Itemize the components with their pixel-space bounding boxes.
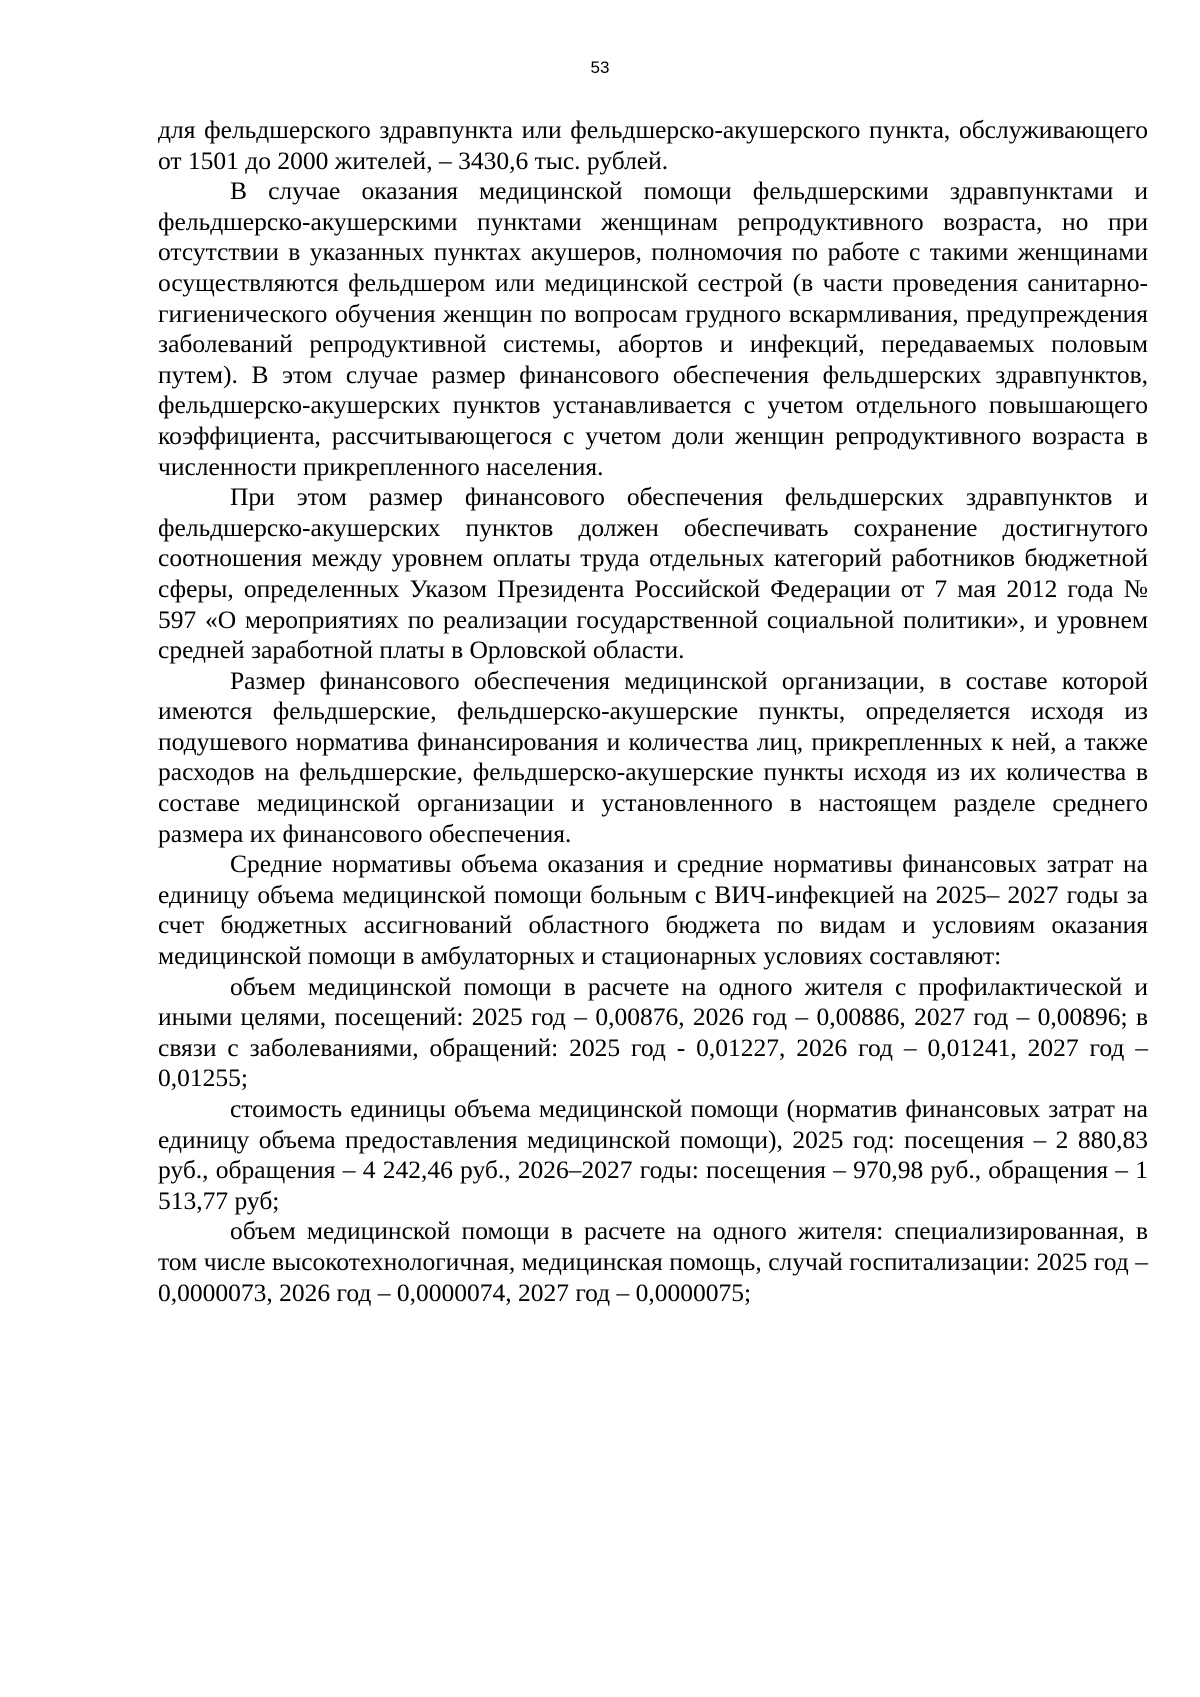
document-body <box>158 115 1148 1308</box>
paragraph-salary-ratio: При этом размер финансового обеспечения фельдшерских здравпунктов и фельдшерско-акушерских пунктов должен обеспечивать сохранение достигнутого соотношения между уровнем оплаты труда отдельных категорий работников бюджетной сферы, определенных Указом Президента Российской Федерации от 7 мая 2012 года № 597 «О мероприятиях по реализации государственной социальной политики», и уровнем средней заработной платы в Орловской области. <box>158 482 1148 665</box>
paragraph-continuation: для фельдшерского здравпункта или фельдшерско-акушерского пункта, обслуживающего от 1501 до 2000 жителей, – 3430,6 тыс. рублей. <box>158 115 1148 175</box>
page-number: 53 <box>590 58 610 77</box>
paragraph-unit-cost: стоимость единицы объема медицинской помощи (норматив финансовых затрат на единицу объема предоставления медицинской помощи), 2025 год: посещения – 2 880,83 руб., обращения – 4 242,46 руб., 2026–2027 годы: посещения – 970,98 руб., обращения – 1 513,77 руб; <box>158 1094 1148 1215</box>
paragraph-ambulatory-volume: объем медицинской помощи в расчете на одного жителя с профилактической и иными целями, посещений: 2025 год – 0,00876, 2026 год – 0,00886, 2027 год – 0,00896; в связи с заболеваниями, обращений: 2025 год - 0,01227, 2026 год – 0,01241, 2027 год –0,01255; <box>158 971 1148 1093</box>
paragraph-organization-financing: Размер финансового обеспечения медицинской организации, в составе которой имеются фельдшерские, фельдшерско-акушерские пункты, определяется исходя из подушевого норматива финансирования и количества лиц, прикрепленных к ней, а также расходов на фельдшерские, фельдшерско-акушерские пункты исходя из их количества в составе медицинской организации и установленного в настоящем разделе среднего размера их финансового обеспечения. <box>158 665 1148 848</box>
paragraph-women-reproductive-age: В случае оказания медицинской помощи фельдшерскими здравпунктами и фельдшерско-акушерскими пунктами женщинам репродуктивного возраста, но при отсутствии в указанных пунктах акушеров, полномочия по работе с такими женщинами осуществляются фельдшером или медицинской сестрой (в части проведения санитарно-гигиенического обучения женщин по вопросам грудного вскармливания, предупреждения заболеваний репродуктивной системы, абортов и инфекций, передаваемых половым путем). В этом случае размер финансового обеспечения фельдшерских здравпунктов, фельдшерско-акушерских пунктов устанавливается с учетом отдельного повышающего коэффициента, рассчитывающегося с учетом доли женщин репродуктивного возраста в численности прикрепленного населения. <box>158 176 1148 481</box>
paragraph-specialized-volume: объем медицинской помощи в расчете на одного жителя: специализированная, в том числе высокотехнологичная, медицинская помощь, случай госпитализации: 2025 год – 0,0000073, 2026 год – 0,0000074, 2027 год – 0,0000075; <box>158 1216 1148 1307</box>
paragraph-hiv-normatives: Средние нормативы объема оказания и средние нормативы финансовых затрат на единицу объема медицинской помощи больным с ВИЧ-инфекцией на 2025– 2027 годы за счет бюджетных ассигнований областного бюджета по видам и условиям оказания медицинской помощи в амбулаторных и стационарных условиях составляют: <box>158 849 1148 971</box>
